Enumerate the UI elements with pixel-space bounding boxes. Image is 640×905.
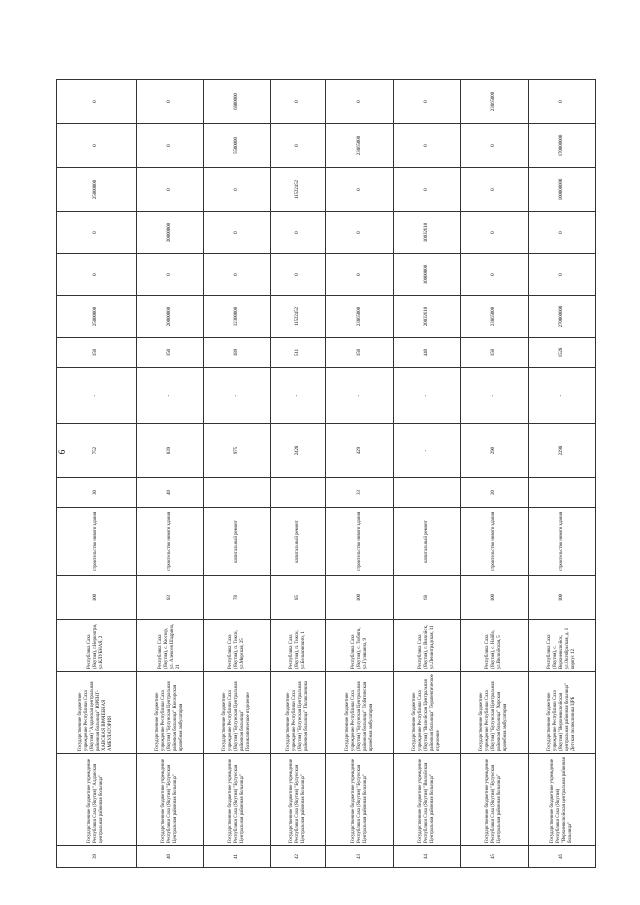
table-cell-c10: 20000000 bbox=[136, 296, 203, 338]
table-row bbox=[393, 80, 460, 868]
table-row bbox=[57, 80, 137, 868]
table-cell-c8: - bbox=[326, 368, 393, 424]
table-cell-c8: - bbox=[528, 368, 595, 424]
table-row bbox=[203, 80, 270, 868]
table-cell-c6: 33 bbox=[326, 478, 393, 508]
table-cell-obj: Государственное бюджетное учреждение Республики Саха (Якутия) "Булунская Центральная районная больница" Поликлиническое отделение bbox=[203, 672, 270, 754]
table-cell-addr: Республика Саха (Якутия), г. Вилюйск, ул.Ленинградская, 11 bbox=[393, 620, 460, 672]
table-cell-c12: 20000000 bbox=[136, 212, 203, 254]
table-cell-c9: 189 bbox=[203, 338, 270, 368]
table-cell-org: Государственное бюджетное учреждение Республики Саха (Якутия) "Булунская Центральная районная больница" bbox=[326, 754, 393, 846]
table-cell-c13: 0 bbox=[461, 168, 528, 212]
table-cell-c6 bbox=[528, 478, 595, 508]
table-cell-obj: Государственное бюджетное учреждение Республики Саха (Якутия) "Булунская Центральная районная больница" Хорская врачебная амбулатория bbox=[461, 672, 528, 754]
table-cell-work: строительство нового здания bbox=[326, 508, 393, 576]
table-cell-c8: - bbox=[271, 368, 326, 424]
table-cell-c14: 0 bbox=[57, 124, 137, 168]
table-cell-c12: 10032610 bbox=[393, 212, 460, 254]
table-cell-c10: 25000000 bbox=[57, 296, 137, 338]
table-cell-c9: 1528 bbox=[528, 338, 595, 368]
table-cell-c13: 25000000 bbox=[57, 168, 137, 212]
table-cell-work: строительство нового здания bbox=[57, 508, 137, 576]
table-cell-c6: 40 bbox=[136, 478, 203, 508]
table-cell-addr: Республика Саха (Якутия), с. Верхневилюйск, ул.Октябрьская, д. 1 корпус 12 bbox=[528, 620, 595, 672]
table-cell-c14: 0 bbox=[271, 124, 326, 168]
table-cell-c12: 0 bbox=[203, 212, 270, 254]
table-cell-work: капитальный ремонт bbox=[271, 508, 326, 576]
table-cell-c9: 511 bbox=[271, 338, 326, 368]
table-cell-c14: 23865000 bbox=[326, 124, 393, 168]
table-cell-c12: 0 bbox=[271, 212, 326, 254]
table-cell-org: Государственное бюджетное учреждение Республики Саха (Якутия) "Алданская центральная районная больница" bbox=[57, 754, 137, 846]
table-cell-obj: Государственное бюджетное учреждение Республики Саха (Якутия) "Булунская Центральная районная больница" Поликлиника bbox=[271, 672, 326, 754]
table-cell-work: строительство нового здания bbox=[528, 508, 595, 576]
table-cell-addr: Республика Саха (Якутия), с. Тюбяти, ул.Гуляшина, 9 bbox=[326, 620, 393, 672]
table-cell-c15: 0 bbox=[393, 80, 460, 124]
table-cell-pct: 100 bbox=[326, 576, 393, 620]
table-cell-c7: 975 bbox=[203, 424, 270, 478]
table-cell-c8: - bbox=[136, 368, 203, 424]
table-cell-work: капитальный ремонт bbox=[203, 508, 270, 576]
table-cell-c15: 0 bbox=[136, 80, 203, 124]
table-cell-pct: 83 bbox=[136, 576, 203, 620]
table-cell-addr: Республика Саха (Якутия), с. Найба, ул.Вилюйская, 5 bbox=[461, 620, 528, 672]
table-cell-work: строительство нового здания bbox=[461, 508, 528, 576]
table-cell-c12: 0 bbox=[57, 212, 137, 254]
table-cell-c11: 0 bbox=[136, 254, 203, 296]
table-row bbox=[326, 80, 393, 868]
table-cell-org: Государственное бюджетное учреждение Республики Саха (Якутия) "Верхневилюйская центральная районная больница" bbox=[528, 754, 595, 846]
table-cell-c8: - bbox=[461, 368, 528, 424]
table-row bbox=[271, 80, 326, 868]
table-cell-c7: - bbox=[393, 424, 460, 478]
table-cell-c14: 0 bbox=[393, 124, 460, 168]
table-cell-c15: 0 bbox=[528, 80, 595, 124]
table-cell-c6: 30 bbox=[57, 478, 137, 508]
table-cell-obj: Государственное бюджетное учреждение Республики Саха (Якутия) "Вилюйская Центральная районная больница" Терапевтическое отделение bbox=[393, 672, 460, 754]
table-cell-c8: - bbox=[57, 368, 137, 424]
table-cell-work: капитальный ремонт bbox=[393, 508, 460, 576]
table-cell-c8: - bbox=[393, 368, 460, 424]
table-cell-c10: 23865000 bbox=[461, 296, 528, 338]
table-cell-pct: 100 bbox=[528, 576, 595, 620]
table-row bbox=[528, 80, 595, 868]
table-cell-c7: 2428 bbox=[271, 424, 326, 478]
table-cell-work: строительство нового здания bbox=[136, 508, 203, 576]
table-cell-n: 39 bbox=[57, 846, 137, 868]
table-cell-obj: Государственное бюджетное учреждение Республики Саха (Якутия) "Булунская Центральная районная больница" Тюбятинская врачебная амбулатория bbox=[326, 672, 393, 754]
table-cell-pct: 78 bbox=[203, 576, 270, 620]
table-cell-c9: 150 bbox=[136, 338, 203, 368]
table-cell-n: 43 bbox=[326, 846, 393, 868]
table-cell-c7: 429 bbox=[326, 424, 393, 478]
table-cell-n: 42 bbox=[271, 846, 326, 868]
table-cell-c11: 0 bbox=[528, 254, 595, 296]
table-cell-n: 44 bbox=[393, 846, 460, 868]
table-cell-c11: 0 bbox=[57, 254, 137, 296]
table-cell-c11: 0 bbox=[203, 254, 270, 296]
table-row bbox=[136, 80, 203, 868]
table-cell-addr: Республика Саха (Якутия), г.Нерюнгри, ул.КЛУБНАЯ, 2 bbox=[57, 620, 137, 672]
table-cell-c7: 290 bbox=[461, 424, 528, 478]
table-cell-c9: 150 bbox=[326, 338, 393, 368]
table-cell-c15: 23865000 bbox=[461, 80, 528, 124]
table-cell-obj: Государственное бюджетное учреждение Республики Саха (Якутия) "Верхневилюйская центральная районная больница" Детская поликлиника ЦРБ bbox=[528, 672, 595, 754]
table-cell-c9: 150 bbox=[57, 338, 137, 368]
table-cell-n: 46 bbox=[528, 846, 595, 868]
table-cell-org: Государственное бюджетное учреждение Республики Саха (Якутия) "Вилюйская Центральная районная больница" bbox=[393, 754, 460, 846]
table-cell-c12: 0 bbox=[528, 212, 595, 254]
table-cell-c15: 0 bbox=[57, 80, 137, 124]
table-cell-c7: 2298 bbox=[528, 424, 595, 478]
page-number: 6 bbox=[57, 449, 67, 455]
table-cell-c11: 10000000 bbox=[393, 254, 460, 296]
table-cell-pct: 68 bbox=[393, 576, 460, 620]
table-cell-n: 40 bbox=[136, 846, 203, 868]
table-cell-c13: 0 bbox=[393, 168, 460, 212]
table-cell-c10: 11522452 bbox=[271, 296, 326, 338]
table-cell-n: 41 bbox=[203, 846, 270, 868]
table-cell-c15: 0 bbox=[271, 80, 326, 124]
table-row bbox=[461, 80, 528, 868]
table-cell-c8: - bbox=[203, 368, 270, 424]
table-cell-c12: 0 bbox=[326, 212, 393, 254]
table-cell-c10: 270000000 bbox=[528, 296, 595, 338]
table-cell-obj: Государственное бюджетное учреждение Республики Саха (Якутия) "Булунская Центральная районная больница" Кюсюрская врачебная амбулатория bbox=[136, 672, 203, 754]
table-cell-c11: 0 bbox=[326, 254, 393, 296]
table-cell-c15: 0 bbox=[326, 80, 393, 124]
table-cell-c6: 20 bbox=[461, 478, 528, 508]
table-cell-c13: 0 bbox=[326, 168, 393, 212]
table-cell-c11: 0 bbox=[461, 254, 528, 296]
table-cell-c14: 0 bbox=[461, 124, 528, 168]
table-cell-c13: 0 bbox=[136, 168, 203, 212]
table-cell-c13: 0 bbox=[203, 168, 270, 212]
table-cell-c14: 0 bbox=[136, 124, 203, 168]
table-cell-c9: 440 bbox=[393, 338, 460, 368]
table-cell-c6 bbox=[393, 478, 460, 508]
table-cell-addr: Республика Саха (Якутия), п. Тикси, ул.Бельковского, 1 bbox=[271, 620, 326, 672]
table-cell-pct: 100 bbox=[57, 576, 137, 620]
table-cell-c13: 100000000 bbox=[528, 168, 595, 212]
table-cell-c13: 11522452 bbox=[271, 168, 326, 212]
table-cell-c14: 170000000 bbox=[528, 124, 595, 168]
table-cell-c6 bbox=[271, 478, 326, 508]
table-cell-addr: Республика Саха (Якутия), с. Кюсюр, ул. Алексея Шадрина, 21 bbox=[136, 620, 203, 672]
table-cell-c11: 0 bbox=[271, 254, 326, 296]
table-cell-c6 bbox=[203, 478, 270, 508]
table-cell-c9: 150 bbox=[461, 338, 528, 368]
table-cell-c10: 12300000 bbox=[203, 296, 270, 338]
table-cell-addr: Республика Саха (Якутия), п. Тикси, ул.Морская, 25 bbox=[203, 620, 270, 672]
table-cell-org: Государственное бюджетное учреждение Республики Саха (Якутия) "Булунская Центральная районная больница" bbox=[271, 754, 326, 846]
table-cell-n: 45 bbox=[461, 846, 528, 868]
table-cell-c7: 752 bbox=[57, 424, 137, 478]
table-cell-org: Государственное бюджетное учреждение Республики Саха (Якутия) "Булунская Центральная районная больница" bbox=[136, 754, 203, 846]
table-cell-c15: 6800000 bbox=[203, 80, 270, 124]
table-cell-pct: 85 bbox=[271, 576, 326, 620]
table-cell-c12: 0 bbox=[461, 212, 528, 254]
table-cell-c7: 839 bbox=[136, 424, 203, 478]
facilities-table bbox=[56, 79, 596, 868]
table-cell-pct: 100 bbox=[461, 576, 528, 620]
table-cell-obj: Государственное бюджетное учреждение Республики Саха (Якутия) "Алданская центральная районная больница" ЮРЕНГ-ХАВСКАЯ ВРАЧЕБНАЯ АМБУЛАТОРИЯ bbox=[57, 672, 137, 754]
table-cell-c10: 20032610 bbox=[393, 296, 460, 338]
rotated-table-container bbox=[56, 80, 596, 868]
table-cell-c14: 5500000 bbox=[203, 124, 270, 168]
table-cell-org: Государственное бюджетное учреждение Республики Саха (Якутия) "Булунская Центральная районная больница" bbox=[203, 754, 270, 846]
table-cell-c10: 23865000 bbox=[326, 296, 393, 338]
table-cell-org: Государственное бюджетное учреждение Республики Саха (Якутия) "Булунская Центральная районная больница" bbox=[461, 754, 528, 846]
